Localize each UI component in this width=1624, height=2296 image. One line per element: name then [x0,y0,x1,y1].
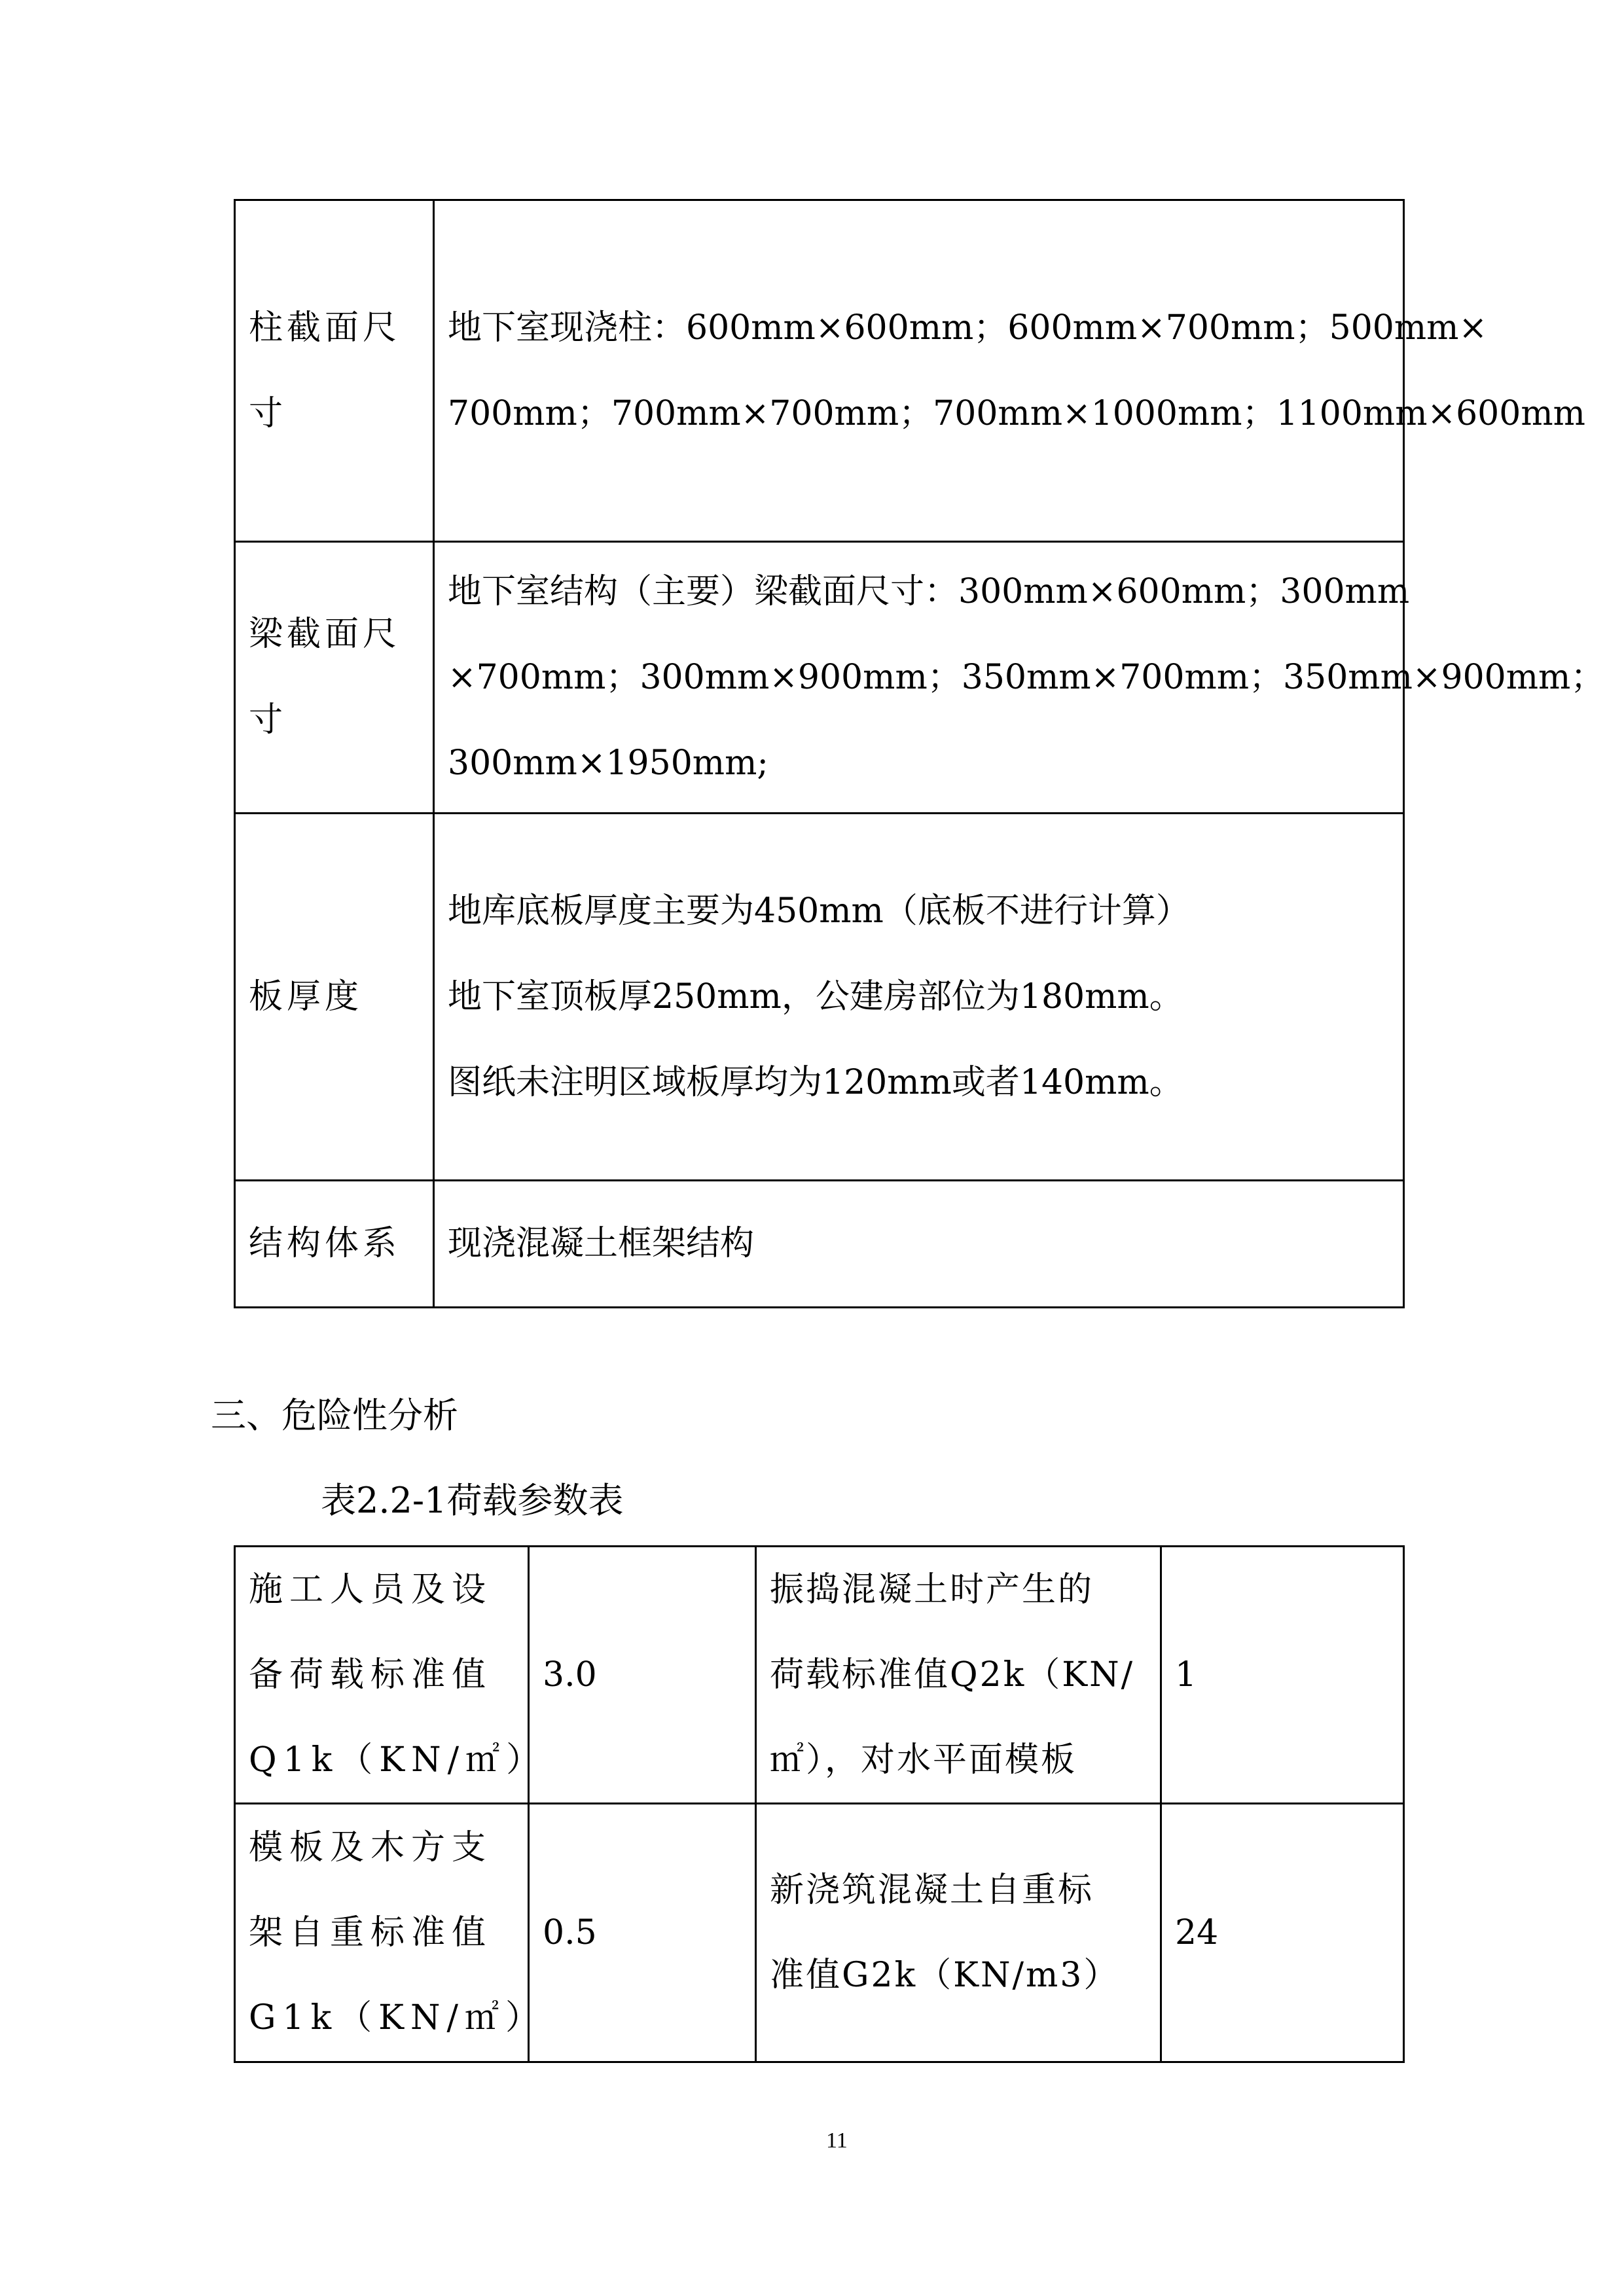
value-slab-thickness: 地库底板厚度主要为450mm（底板不进行计算） 地下室顶板厚250mm，公建房部位为180mm。 图纸未注明区域板厚均为120mm或者140mm。 [434,814,1404,1181]
label-column-section: 柱截面尺 寸 [235,200,434,542]
param-label-q1k: 施工人员及设 备荷载标准值 Q1k（KN/㎡） [235,1547,529,1804]
table-row [235,1547,1404,1804]
label-beam-section: 梁截面尺 寸 [235,542,434,814]
page-number: 11 [826,2128,848,2153]
param-label-g2k: 新浇筑混凝土自重标 准值G2k（KN/m3） [756,1804,1161,2062]
param-label-q2k: 振捣混凝土时产生的 荷载标准值Q2k（KN/ ㎡），对水平面模板 [756,1547,1161,1804]
param-value-q1k: 3.0 [529,1547,756,1804]
param-label-g1k: 模板及木方支 架自重标准值 G1k（KN/㎡） [235,1804,529,2062]
table-row-beam-section [235,542,1404,814]
section-heading: 三、危险性分析 [211,1395,458,1436]
table-row-slab-thickness [235,814,1404,1181]
table-row-column-section [235,200,1404,542]
value-structural-system: 现浇混凝土框架结构 [434,1181,1404,1308]
param-value-g2k: 24 [1161,1804,1404,2062]
label-structural-system: 结构体系 [235,1181,434,1308]
value-beam-section: 地下室结构（主要）梁截面尺寸：300mm×600mm；300mm ×700mm；300mm×900mm；350mm×700mm；350mm×900mm； 300mm×1950mm; [434,542,1404,814]
value-column-section: 地下室现浇柱：600mm×600mm；600mm×700mm；500mm× 700mm；700mm×700mm；700mm×1000mm；1100mm×600mm [434,200,1404,542]
param-value-q2k: 1 [1161,1547,1404,1804]
load-parameter-table [234,1545,1405,2063]
table-row-structural-system [235,1181,1404,1308]
structure-info-table [234,199,1605,1308]
table-row [235,1804,1404,2062]
table-caption: 表2.2-1荷载参数表 [321,1480,624,1521]
param-value-g1k: 0.5 [529,1804,756,2062]
label-slab-thickness: 板厚度 [235,814,434,1181]
